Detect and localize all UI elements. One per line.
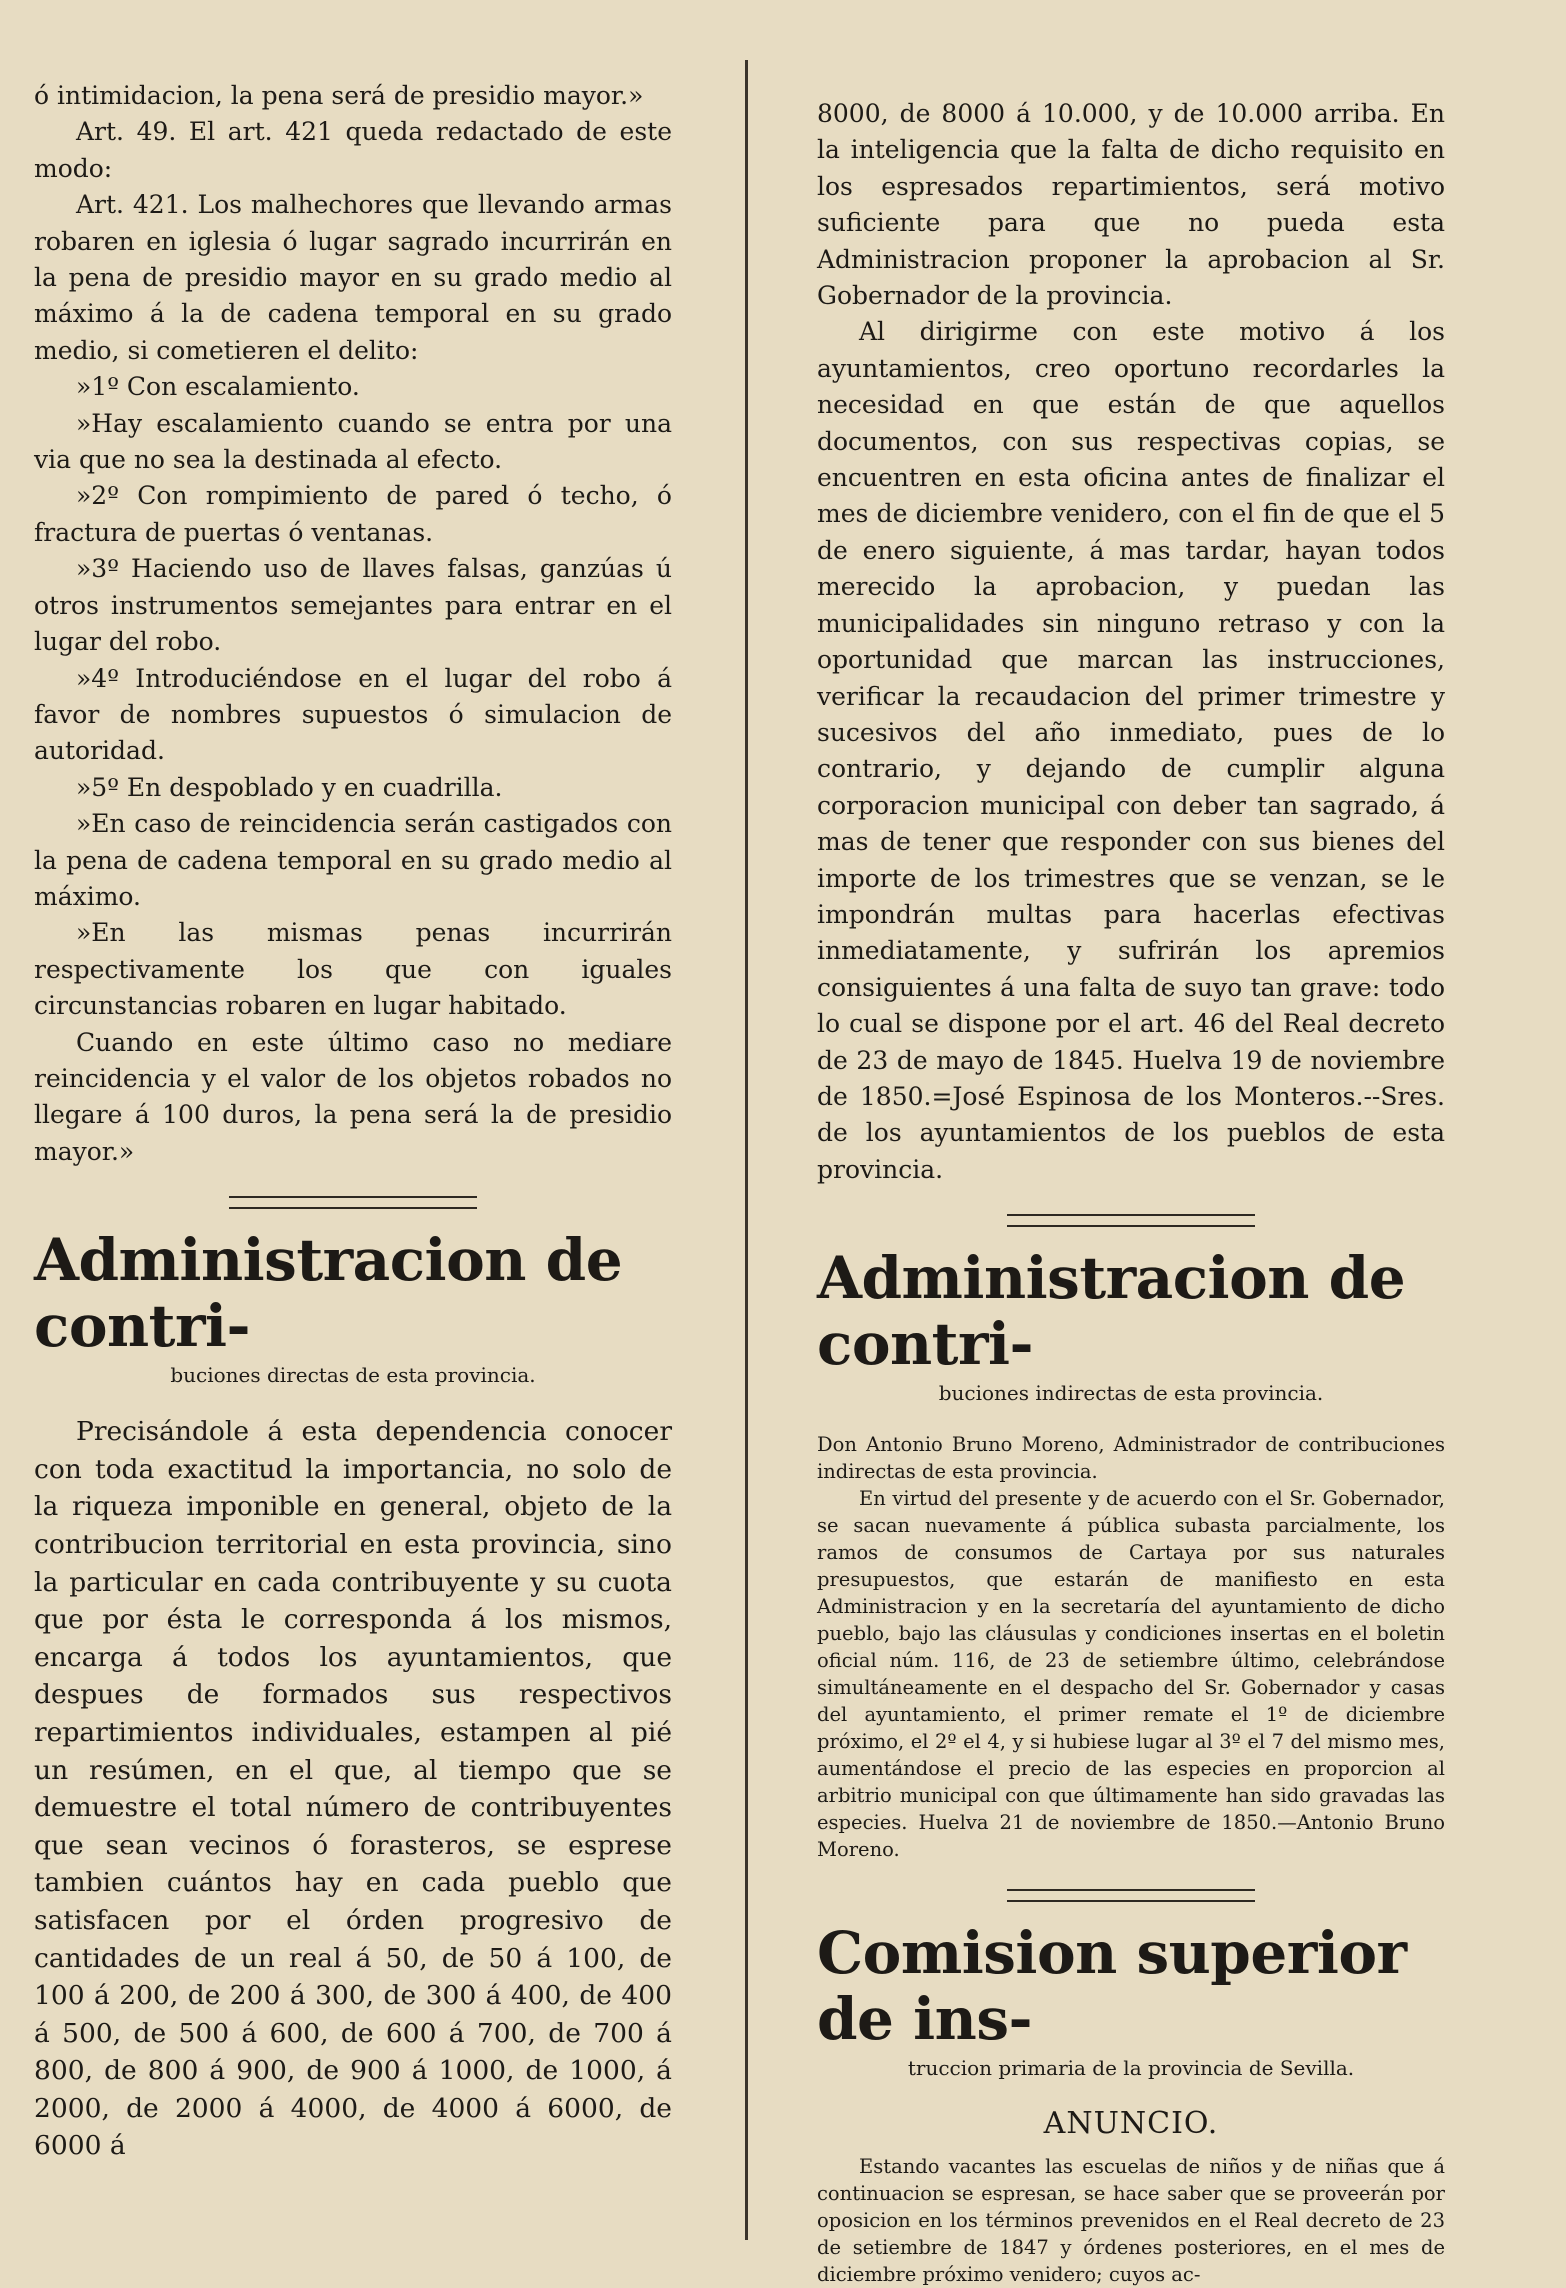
section-subtitle: buciones indirectas de esta provincia. [938,1381,1324,1406]
section-title: Comision superior de ins- [817,1919,1407,2054]
section-subtitle: buciones directas de esta provincia. [170,1363,536,1388]
section-title: Administracion de contri- [817,1244,1406,1379]
paragraph: »1º Con escalamiento. [76,372,360,402]
section-body [34,1413,672,2165]
right-column [817,96,1445,2288]
paragraph: »2º Con rompimiento de pared ó techo, ó fractura de puertas ó ventanas. [34,481,672,547]
section-divider [817,1214,1445,1227]
section-divider [34,1196,672,1209]
paragraph: 8000, de 8000 á 10.000, y de 10.000 arriba. En la inteligencia que la falta de dicho requisito en los espresados repartimientos, será motivo suficiente para que no pueda esta Administracion proponer la aprobacion al Sr. Gobernador de la provincia. [817,99,1445,311]
continuation-text [817,96,1445,1188]
paragraph: Art. 421. Los malhechores que llevando armas robaren en iglesia ó lugar sagrado incurrirán en la pena de presidio mayor en su grado medio al máximo á la de cadena temporal en su grado medio, si cometieren el delito: [34,190,672,365]
penal-code-text [34,78,672,1170]
section-divider [817,1889,1445,1902]
announcement-body [817,2153,1445,2288]
paragraph: ó intimidacion, la pena será de presidio mayor.» [34,81,644,110]
paragraph: Cuando en este último caso no mediare reincidencia y el valor de los objetos robados no llegare á 100 duros, la pena será la de presidio mayor.» [34,1027,672,1166]
paragraph: »En caso de reincidencia serán castigados con la pena de cadena temporal en su grado medio al máximo. [34,809,672,911]
paragraph: Estando vacantes las escuelas de niños y de niñas que á continuacion se espresan, se hace saber que se proveerán por oposicion en los términos prevenidos en el Real decreto de 23 de setiembre de 1847 y órdenes posteriores, en el mes de diciembre próximo venidero; cuyos ac- [817,2155,1445,2287]
paragraph: »En las mismas penas incurrirán respectivamente los que con iguales circunstancias robaren en lugar habitado. [34,918,672,1021]
paragraph: »5º En despoblado y en cuadrilla. [76,772,503,802]
announcement-heading: ANUNCIO. [1043,2106,1219,2142]
left-column [34,78,672,2165]
paragraph: Art. 49. El art. 421 queda redactado de este modo: [34,117,672,183]
paragraph: Precisándole á esta dependencia conocer con toda exactitud la importancia, no solo de la riqueza imponible en general, objeto de la contribucion territorial en esta provincia, sino la particular en cada contribuyente y su cuota que por ésta le corresponda á los mismos, encarga á todos los ayuntamientos, que despues de formados sus respectivos repartimientos individuales, estampen al pié un resúmen, en el que, al tiempo que se demuestre el total número de contribuyentes que sean vecinos ó forasteros, se esprese tambien cuántos hay en cada pueblo que satisfacen por el órden progresivo de cantidades de un real á 50, de 50 á 100, de 100 á 200, de 200 á 300, de 300 á 400, de 400 á 500, de 500 á 600, de 600 á 700, de 700 á 800, de 800 á 900, de 900 á 1000, de 1000, á 2000, de 2000 á 4000, de 4000 á 6000, de 6000 á [34,1416,672,2162]
auction-notice [817,1431,1445,1863]
section-subtitle: truccion primaria de la provincia de Sevilla. [907,2056,1355,2081]
column-rule [745,60,748,2240]
paragraph: »4º Introduciéndose en el lugar del robo á favor de nombres supuestos ó simulacion de autoridad. [34,663,672,766]
paragraph: En virtud del presente y de acuerdo con el Sr. Gobernador, se sacan nuevamente á pública subasta parcialmente, los ramos de consumos de Cartaya por sus naturales presupuestos, que estarán de manifiesto en esta Administracion y en la secretaría del ayuntamiento de dicho pueblo, bajo las cláusulas y condiciones insertas en el boletin oficial núm. 116, de 23 de setiembre último, celebrándose simultáneamente en el despacho del Sr. Gobernador y casas del ayuntamiento, el primer remate el 1º de diciembre próximo, el 2º el 4, y si hubiese lugar al 3º el 7 del mismo mes, aumentándose el precio de las especies en proporcion al arbitrio municipal con que últimamente han sido gravadas las especies. Huelva 21 de noviembre de 1850.—Antonio Bruno Moreno. [817,1487,1445,1862]
paragraph: »3º Haciendo uso de llaves falsas, ganzúas ú otros instrumentos semejantes para entrar en el lugar del robo. [34,554,672,657]
section-title: Administracion de contri- [34,1226,623,1361]
paragraph: »Hay escalamiento cuando se entra por una via que no sea la destinada al efecto. [34,408,672,475]
paragraph: Al dirigirme con este motivo á los ayuntamientos, creo oportuno recordarles la necesidad en que están de que aquellos documentos, con sus respectivas copias, se encuentren en esta oficina antes de finalizar el mes de diciembre venidero, con el fin de que el 5 de enero siguiente, á mas tardar, hayan todos merecido la aprobacion, y puedan las municipalidades sin ninguno retraso y con la oportunidad que marcan las instrucciones, verificar la recaudacion del primer trimestre y sucesivos del año inmediato, pues de lo contrario, y dejando de cumplir alguna corporacion municipal con deber tan sagrado, á mas de tener que responder con sus bienes del importe de los trimestres que se venzan, se le impondrán multas para hacerlas efectivas inmediatamente, y sufrirán los apremios consiguientes á una falta de suyo tan grave: todo lo cual se dispone por el art. 46 del Real decreto de 23 de mayo de 1845. Huelva 19 de noviembre de 1850.=José Espinosa de los Monteros.--Sres. de los ayuntamientos de los pueblos de esta provincia. [817,317,1445,1184]
paragraph: Don Antonio Bruno Moreno, Administrador de contribuciones indirectas de esta provincia. [817,1433,1445,1484]
